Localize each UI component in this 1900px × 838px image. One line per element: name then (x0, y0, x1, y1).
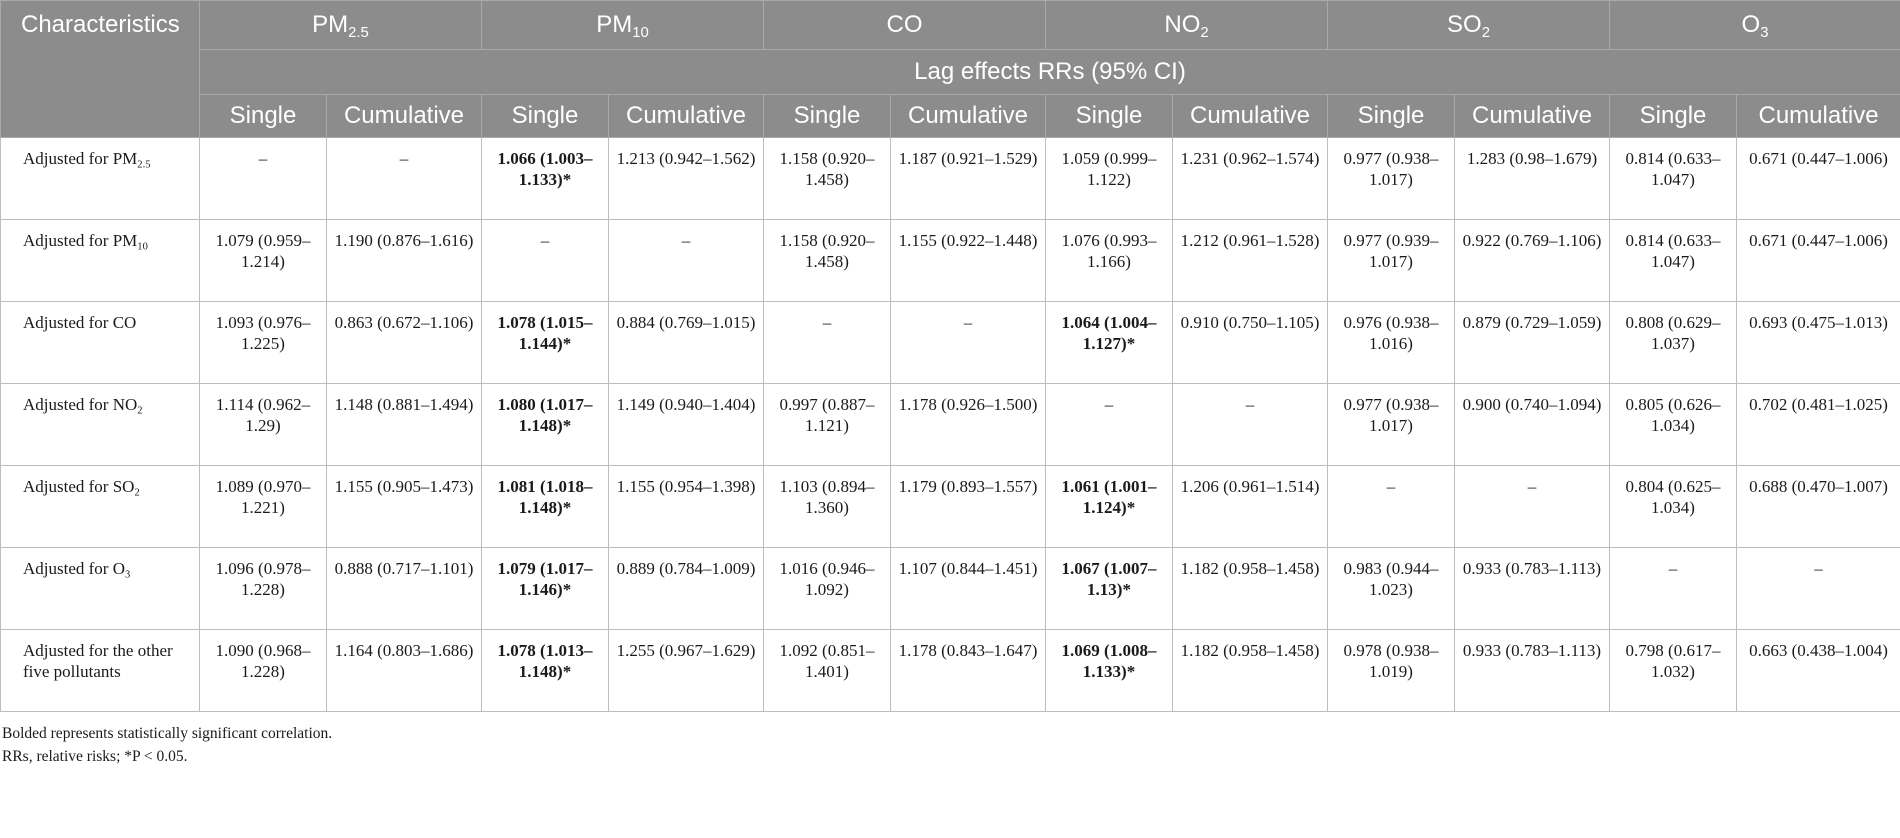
pollutant-name: PM (312, 11, 349, 38)
row-label-pollutant: SO (112, 477, 135, 496)
row-label-subscript: 2.5 (137, 159, 151, 171)
rr-cell: 0.889 (0.784–1.009) (609, 548, 764, 630)
rr-cell: – (609, 220, 764, 302)
rr-cell: 1.089 (0.970–1.221) (200, 466, 327, 548)
rr-cell: 0.814 (0.633–1.047) (1610, 138, 1737, 220)
row-label-text: Adjusted for (23, 231, 113, 250)
rr-cell: 1.076 (0.993–1.166) (1046, 220, 1173, 302)
row-label-text: Adjusted for (23, 395, 113, 414)
rr-cell: 0.805 (0.626–1.034) (1610, 384, 1737, 466)
row-label-text: Adjusted for (23, 477, 113, 496)
rr-cell: 1.069 (1.008–1.133) * (1046, 630, 1173, 712)
lag-effects-header: Lag effects RRs (95% CI) (200, 50, 1900, 95)
rr-cell: 1.178 (0.843–1.647) (891, 630, 1046, 712)
rr-cell: – (482, 220, 609, 302)
rr-cell: 1.212 (0.961–1.528) (1173, 220, 1328, 302)
rr-cell: 1.079 (1.017–1.146) * (482, 548, 609, 630)
pollutant-name: CO (886, 11, 923, 38)
row-label-text: Adjusted for (23, 149, 113, 168)
pollutant-header (764, 1, 1046, 50)
pollutant-name: SO (1447, 11, 1482, 38)
rr-cell: 1.283 (0.98–1.679) (1455, 138, 1610, 220)
rr-cell: 0.804 (0.625–1.034) (1610, 466, 1737, 548)
rr-cell: 0.983 (0.944–1.023) (1328, 548, 1455, 630)
rr-cell: 0.900 (0.740–1.094) (1455, 384, 1610, 466)
pollutant-subscript: 2 (1481, 25, 1490, 42)
rr-cell: 0.663 (0.438–1.004) (1737, 630, 1900, 712)
rr-cell: 1.107 (0.844–1.451) (891, 548, 1046, 630)
table-row (1, 630, 1900, 712)
rr-cell: 1.061 (1.001–1.124) * (1046, 466, 1173, 548)
row-label-pollutant: NO (112, 395, 138, 414)
rr-cell: 0.910 (0.750–1.105) (1173, 302, 1328, 384)
rr-cell: 0.976 (0.938–1.016) (1328, 302, 1455, 384)
row-label (1, 384, 200, 466)
header-row-lag (1, 50, 1900, 95)
rr-cell: 1.090 (0.968–1.228) (200, 630, 327, 712)
rr-cell: 1.190 (0.876–1.616) (327, 220, 482, 302)
header-row-pollutants (1, 1, 1900, 50)
rr-cell: 0.933 (0.783–1.113) (1455, 548, 1610, 630)
pollutant-subscript: 2 (1200, 25, 1209, 42)
rr-cell: 0.888 (0.717–1.101) (327, 548, 482, 630)
rr-cell: 1.081 (1.018–1.148) * (482, 466, 609, 548)
table-footnotes (0, 712, 1900, 768)
rr-cell: – (764, 302, 891, 384)
row-label-subscript: 10 (137, 241, 148, 253)
rr-cell: 1.255 (0.967–1.629) (609, 630, 764, 712)
rr-cell: – (1455, 466, 1610, 548)
table-row (1, 138, 1900, 220)
rr-cell: 1.178 (0.926–1.500) (891, 384, 1046, 466)
table-row (1, 302, 1900, 384)
row-label (1, 220, 200, 302)
rr-cell: 1.103 (0.894–1.360) (764, 466, 891, 548)
rr-cell: 1.155 (0.954–1.398) (609, 466, 764, 548)
single-header: Single (764, 95, 891, 138)
row-label-text: Adjusted for the other five pollutants (23, 641, 173, 681)
row-label-pollutant: PM (112, 231, 138, 250)
header-row-type (1, 95, 1900, 138)
pollutant-header (1328, 1, 1610, 50)
rr-cell: 1.093 (0.976–1.225) (200, 302, 327, 384)
pollutant-subscript: 10 (632, 25, 649, 42)
rr-cell: 1.187 (0.921–1.529) (891, 138, 1046, 220)
rr-cell: – (327, 138, 482, 220)
rr-cell: 0.693 (0.475–1.013) (1737, 302, 1900, 384)
rr-cell: 1.155 (0.905–1.473) (327, 466, 482, 548)
row-label (1, 630, 200, 712)
cumulative-header: Cumulative (1737, 95, 1900, 138)
footnote-abbrev: RRs, relative risks; *P < 0.05. (2, 748, 188, 765)
rr-cell: 0.808 (0.629–1.037) (1610, 302, 1737, 384)
rr-cell: – (1173, 384, 1328, 466)
rr-cell: 1.080 (1.017–1.148) * (482, 384, 609, 466)
row-label (1, 548, 200, 630)
rr-cell: 0.922 (0.769–1.106) (1455, 220, 1610, 302)
table-row (1, 220, 1900, 302)
single-header: Single (482, 95, 609, 138)
rr-cell: 1.149 (0.940–1.404) (609, 384, 764, 466)
characteristics-header: Characteristics (1, 1, 200, 138)
rr-cell: 0.978 (0.938–1.019) (1328, 630, 1455, 712)
table-row (1, 548, 1900, 630)
rr-cell: 1.158 (0.920–1.458) (764, 138, 891, 220)
cumulative-header: Cumulative (1455, 95, 1610, 138)
footnote-bold: Bolded represents statistically significant correlation. (2, 725, 333, 742)
row-label-text: Adjusted for CO (23, 313, 137, 332)
table-row (1, 466, 1900, 548)
table-body (1, 138, 1900, 712)
rr-cell: 0.671 (0.447–1.006) (1737, 220, 1900, 302)
pollutant-header (200, 1, 482, 50)
rr-cell: 0.863 (0.672–1.106) (327, 302, 482, 384)
cumulative-header: Cumulative (327, 95, 482, 138)
rr-cell: – (1737, 548, 1900, 630)
row-label-pollutant: O (112, 559, 125, 578)
single-header: Single (1328, 95, 1455, 138)
row-label (1, 138, 200, 220)
rr-cell: 1.206 (0.961–1.514) (1173, 466, 1328, 548)
rr-cell: 1.059 (0.999–1.122) (1046, 138, 1173, 220)
rr-cell: 1.092 (0.851–1.401) (764, 630, 891, 712)
single-header: Single (200, 95, 327, 138)
row-label-subscript: 2 (134, 487, 140, 499)
rr-cell: 1.079 (0.959–1.214) (200, 220, 327, 302)
cumulative-header: Cumulative (1173, 95, 1328, 138)
rr-cell: 1.164 (0.803–1.686) (327, 630, 482, 712)
rr-cell: 1.158 (0.920–1.458) (764, 220, 891, 302)
rr-cell: 0.977 (0.938–1.017) (1328, 384, 1455, 466)
pollutant-header (482, 1, 764, 50)
rr-cell: 1.182 (0.958–1.458) (1173, 630, 1328, 712)
rr-cell: 1.114 (0.962–1.29) (200, 384, 327, 466)
row-label (1, 302, 200, 384)
rr-cell: – (200, 138, 327, 220)
table-row (1, 384, 1900, 466)
rr-cell: 0.798 (0.617–1.032) (1610, 630, 1737, 712)
pollutant-header (1046, 1, 1328, 50)
row-label-pollutant: PM (112, 149, 138, 168)
row-label-subscript: 2 (137, 405, 143, 417)
rr-cell: – (1328, 466, 1455, 548)
rr-cell: 0.997 (0.887–1.121) (764, 384, 891, 466)
single-header: Single (1610, 95, 1737, 138)
rr-cell: 0.702 (0.481–1.025) (1737, 384, 1900, 466)
rr-cell: 0.884 (0.769–1.015) (609, 302, 764, 384)
rr-cell: 1.231 (0.962–1.574) (1173, 138, 1328, 220)
rr-cell: 1.182 (0.958–1.458) (1173, 548, 1328, 630)
rr-cell: 1.016 (0.946–1.092) (764, 548, 891, 630)
row-label-subscript: 3 (125, 569, 131, 581)
rr-cell: 1.064 (1.004–1.127) * (1046, 302, 1173, 384)
rr-cell: 0.977 (0.939–1.017) (1328, 220, 1455, 302)
rr-cell: 1.078 (1.013–1.148) * (482, 630, 609, 712)
rr-cell: 0.933 (0.783–1.113) (1455, 630, 1610, 712)
pollutant-subscript: 3 (1760, 25, 1769, 42)
cumulative-header: Cumulative (891, 95, 1046, 138)
rr-cell: 1.078 (1.015–1.144) * (482, 302, 609, 384)
rr-cell: 1.213 (0.942–1.562) (609, 138, 764, 220)
rr-cell: 0.879 (0.729–1.059) (1455, 302, 1610, 384)
rr-cell: – (1610, 548, 1737, 630)
rr-cell: 0.814 (0.633–1.047) (1610, 220, 1737, 302)
pollutant-name: NO (1164, 11, 1201, 38)
cumulative-header: Cumulative (609, 95, 764, 138)
rr-cell: – (891, 302, 1046, 384)
rr-cell: 1.179 (0.893–1.557) (891, 466, 1046, 548)
single-header: Single (1046, 95, 1173, 138)
rr-cell: 1.155 (0.922–1.448) (891, 220, 1046, 302)
pollutant-name: O (1741, 11, 1761, 38)
rr-cell: – (1046, 384, 1173, 466)
row-label-text: Adjusted for (23, 559, 113, 578)
rr-cell: 0.977 (0.938–1.017) (1328, 138, 1455, 220)
pollutant-name: PM (596, 11, 633, 38)
rr-cell: 1.067 (1.007–1.13) * (1046, 548, 1173, 630)
rr-cell: 0.688 (0.470–1.007) (1737, 466, 1900, 548)
row-label (1, 466, 200, 548)
pollutant-header (1610, 1, 1900, 50)
rr-cell: 1.096 (0.978–1.228) (200, 548, 327, 630)
pollutant-subscript: 2.5 (348, 25, 369, 42)
rr-cell: 1.066 (1.003–1.133) * (482, 138, 609, 220)
rr-cell: 1.148 (0.881–1.494) (327, 384, 482, 466)
rr-cell: 0.671 (0.447–1.006) (1737, 138, 1900, 220)
